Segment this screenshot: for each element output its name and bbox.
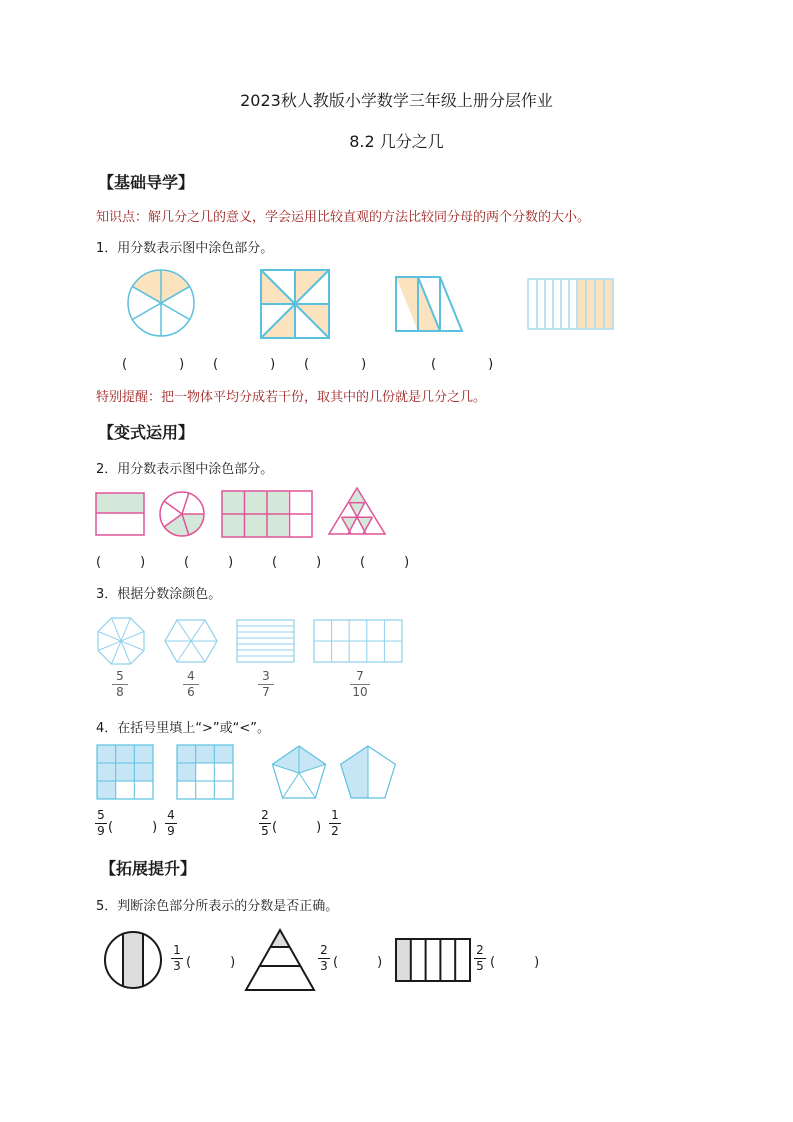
q5-strips-figure: [395, 938, 471, 982]
denominator: 10: [352, 685, 368, 699]
q4-grid-figure-1: [96, 744, 154, 800]
numerator: 5: [97, 808, 105, 822]
q4-fraction-3: [259, 809, 271, 838]
q2-circle-figure: [158, 490, 206, 538]
denominator: 9: [167, 824, 175, 838]
q2-triangle-figure: [327, 486, 387, 538]
q3-fraction-2: [183, 670, 199, 699]
numerator: 3: [262, 669, 270, 683]
q4-fraction-4: [329, 809, 341, 838]
numerator: 5: [116, 669, 124, 683]
denominator: 3: [173, 959, 181, 973]
q5-answer-blank-3[interactable]: ( ): [490, 955, 540, 970]
q1-circle-figure: [126, 268, 196, 338]
q3-fraction-1: [112, 670, 128, 699]
denominator: 5: [261, 824, 269, 838]
page-title: 2023秋人教版小学数学三年级上册分层作业: [240, 91, 553, 110]
numerator: 1: [173, 943, 181, 957]
q3-grid-figure: [313, 619, 403, 663]
q3-fraction-3: [258, 670, 274, 699]
q1-strips-figure: [527, 278, 615, 330]
q3-octagon-figure: [96, 616, 146, 666]
denominator: 2: [331, 824, 339, 838]
q1-answer-blank-2[interactable]: ( ): [213, 357, 276, 372]
denominator: 9: [97, 824, 105, 838]
q3-lines-rectangle-figure: [236, 619, 296, 663]
q5-fraction-3: [474, 944, 486, 973]
section-variant: 【变式运用】: [98, 423, 195, 442]
numerator: 2: [320, 943, 328, 957]
question-2: 2．用分数表示图中涂色部分。: [96, 462, 274, 477]
q2-answer-blank-1[interactable]: ( ): [96, 555, 146, 570]
numerator: 7: [356, 669, 364, 683]
question-3: 3．根据分数涂颜色。: [96, 587, 222, 602]
page-subtitle: 8.2 几分之几: [349, 132, 444, 151]
q2-grid-figure: [221, 490, 313, 538]
question-5: 5．判断涂色部分所表示的分数是否正确。: [96, 899, 339, 914]
section-extend: 【拓展提升】: [100, 859, 197, 878]
q1-trapezoid-figure: [396, 277, 464, 333]
q5-fraction-1: [171, 944, 183, 973]
denominator: 6: [187, 685, 195, 699]
q1-answer-blank-3[interactable]: ( ): [304, 357, 367, 372]
q1-square-figure: [259, 268, 331, 340]
denominator: 5: [476, 959, 484, 973]
q4-answer-blank-1[interactable]: ( ): [108, 820, 158, 835]
q1-answer-blank-1[interactable]: ( ): [122, 357, 185, 372]
q4-fraction-2: [165, 809, 177, 838]
q2-answer-blank-4[interactable]: ( ): [360, 555, 410, 570]
q5-answer-blank-2[interactable]: ( ): [333, 955, 383, 970]
q3-fraction-4: [350, 670, 370, 699]
special-tip: 特别提醒：把一物体平均分成若干份，取其中的几份就是几分之几。: [96, 390, 487, 405]
denominator: 8: [116, 685, 124, 699]
q2-rectangle-figure: [95, 492, 145, 536]
denominator: 3: [320, 959, 328, 973]
numerator: 4: [187, 669, 195, 683]
q3-hexagon-figure: [163, 618, 219, 664]
denominator: 7: [262, 685, 270, 699]
knowledge-point: 知识点：解几分之几的意义，学会运用比较直观的方法比较同分母的两个分数的大小。: [96, 210, 591, 225]
q5-fraction-2: [318, 944, 330, 973]
q4-answer-blank-2[interactable]: ( ): [272, 820, 322, 835]
numerator: 2: [261, 808, 269, 822]
section-basic: 【基础导学】: [98, 173, 195, 192]
q2-answer-blank-2[interactable]: ( ): [184, 555, 234, 570]
question-1: 1．用分数表示图中涂色部分。: [96, 241, 274, 256]
q4-pentagon-figure-2: [338, 744, 398, 800]
q2-answer-blank-3[interactable]: ( ): [272, 555, 322, 570]
numerator: 2: [476, 943, 484, 957]
numerator: 4: [167, 808, 175, 822]
q4-pentagon-figure-1: [270, 744, 328, 800]
q5-answer-blank-1[interactable]: ( ): [186, 955, 236, 970]
q4-fraction-1: [95, 809, 107, 838]
question-4: 4．在括号里填上“>”或“<”。: [96, 721, 270, 736]
q4-grid-figure-2: [176, 744, 234, 800]
q5-triangle-figure: [244, 928, 316, 992]
q1-answer-blank-4[interactable]: ( ): [431, 357, 494, 372]
q5-circle-figure: [103, 930, 163, 990]
numerator: 1: [331, 808, 339, 822]
